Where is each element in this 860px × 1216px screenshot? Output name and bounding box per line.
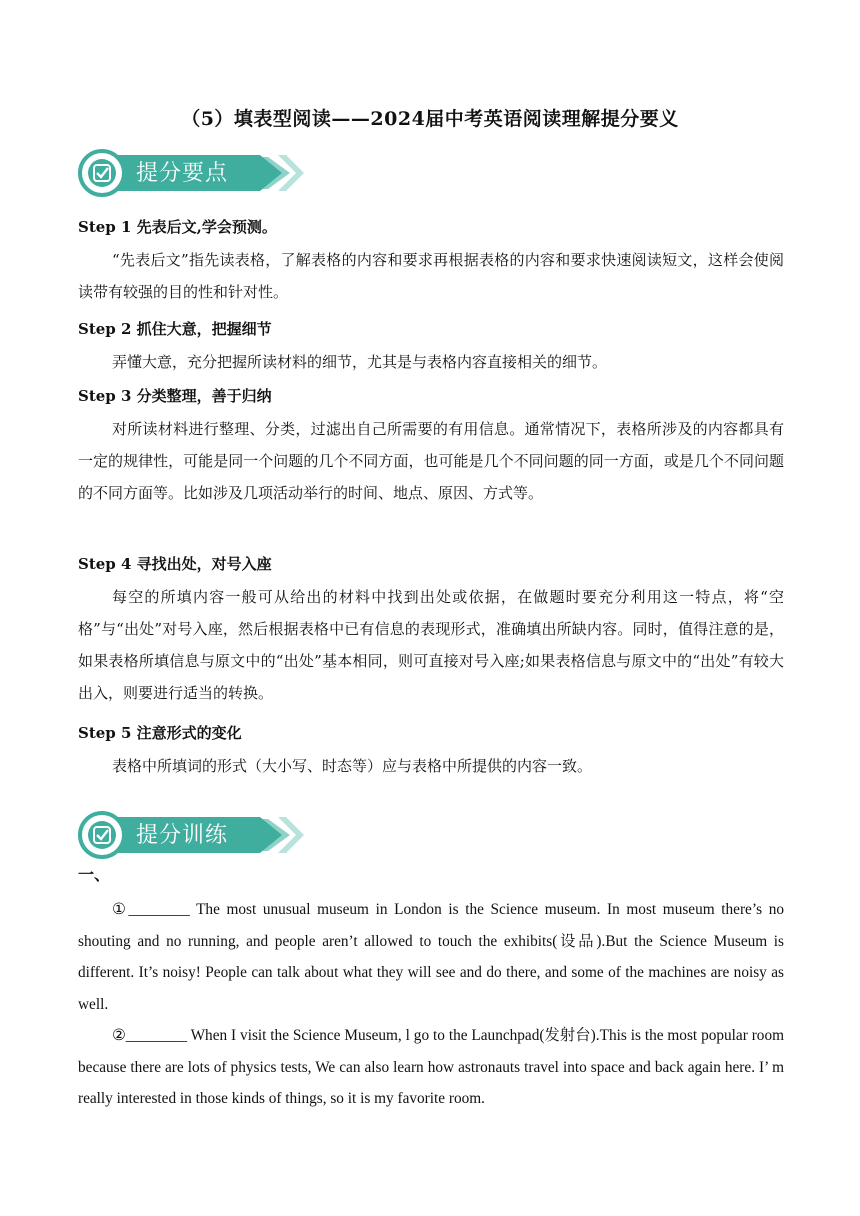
step-heading: Step 2 抓住大意，把握细节 [78, 320, 272, 338]
step-heading: Step 5 注意形式的变化 [78, 724, 242, 742]
step-heading: Step 3 分类整理，善于归纳 [78, 387, 272, 405]
banner-key-points [78, 148, 304, 198]
passage-paragraph: ②________ When I visit the Science Museum, l go to the Launchpad(发射台).This is the most popular room because there are lots of physics tests, We can also learn how astronauts travel into space and back again here. I’ m really interested in those kinds of things, so it is my favorite room. [78, 1027, 784, 1107]
step-body: 弄懂大意，充分把握所读材料的细节，尤其是与表格内容直接相关的细节。 [112, 353, 608, 371]
step-body: 表格中所填词的形式（大小写、时态等）应与表格中所提供的内容一致。 [112, 757, 593, 775]
banner-training [78, 810, 304, 860]
step-body: 每空的所填内容一般可从给出的材料中找到出处或依据，在做题时要充分利用这一特点，将“空格”与“出处”对号入座，然后根据表格中已有信息的表现形式，准确填出所缺内容。同时，值得注意的是，如果表格所填信息与原文中的“出处”基本相同，则可直接对号入座;如果表格信息与原文中的“出处”有较大出入，则要进行适当的转换。 [78, 588, 784, 702]
document-title: （5）填表型阅读——2024届中考英语阅读理解提分要义 [181, 108, 679, 130]
step-body: “先表后文”指先读表格，了解表格的内容和要求再根据表格的内容和要求快速阅读短文，这样会使阅读带有较强的目的性和针对性。 [78, 251, 784, 301]
step-body: 对所读材料进行整理、分类，过滤出自己所需要的有用信息。通常情况下，表格所涉及的内容都具有一定的规律性，可能是同一个问题的几个不同方面，也可能是几个不同问题的同一方面，或是几个不同问题的不同方面等。比如涉及几项活动举行的时间、地点、原因、方式等。 [78, 420, 784, 502]
section-number: 一、 [78, 865, 111, 884]
passage-paragraph: ①________ The most unusual museum in London is the Science museum. In most museum there’s no shouting and no running, and people aren’t allowed to touch the exhibits(设品).But the Science Museum is different. It’s noisy! People can talk about what they will see and do there, and some of the machines are noisy as well. [78, 901, 784, 1013]
step-heading: Step 1 先表后文,学会预测。 [78, 218, 277, 236]
step-heading: Step 4 寻找出处，对号入座 [78, 555, 272, 573]
banner-label: 提分训练 [136, 823, 229, 848]
banner-label: 提分要点 [136, 161, 229, 186]
